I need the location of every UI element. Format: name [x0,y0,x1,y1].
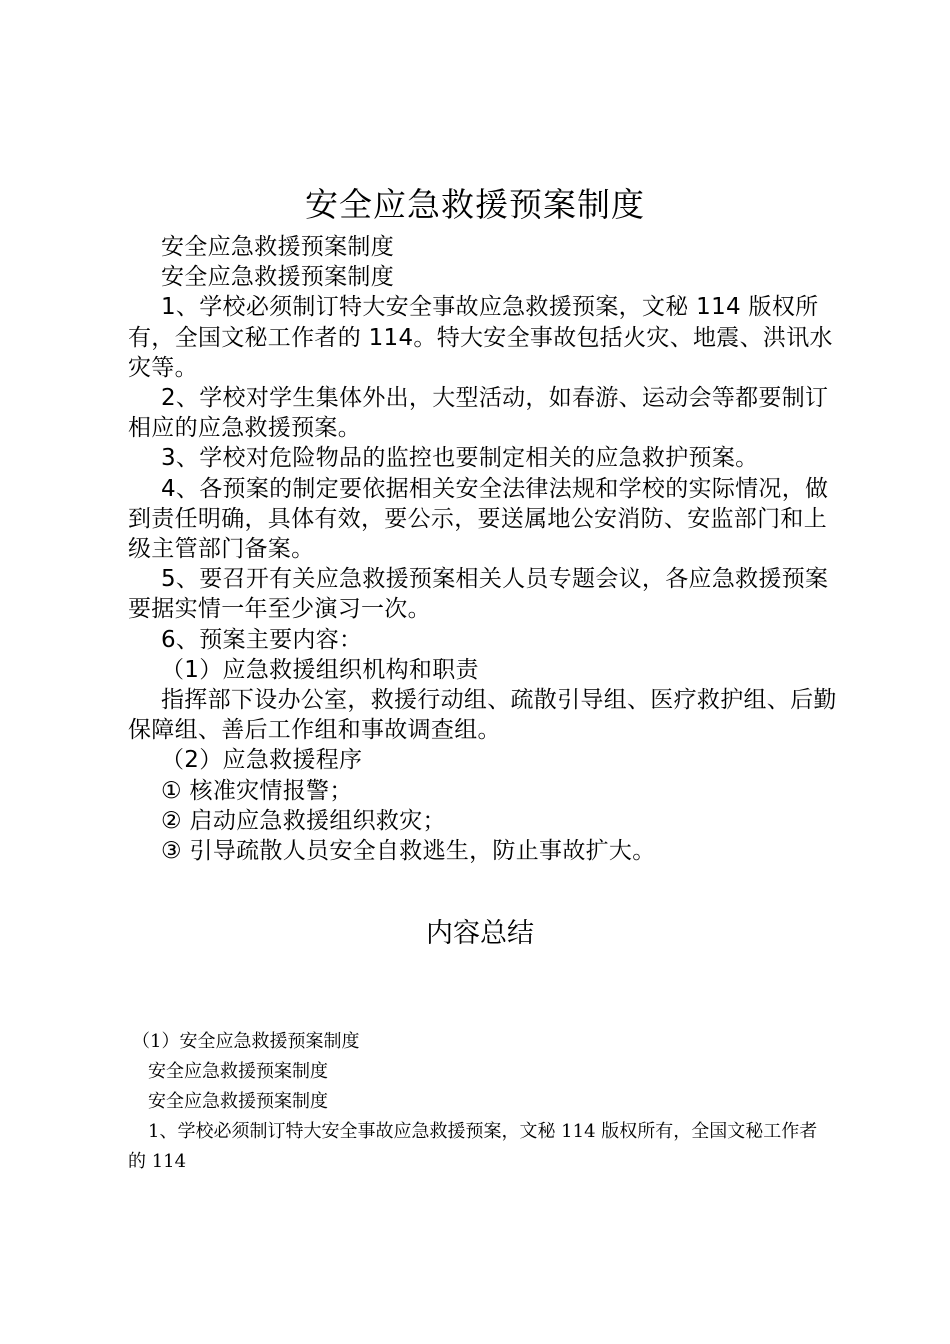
paragraph-item-4: 4、各预案的制定要依据相关安全法律法规和学校的实际情况，做到责任明确，具体有效，要公示，要送属地公安消防、安监部门和上级主管部门备案。 [128,475,829,563]
subsection-heading-1: （1）应急救援组织机构和职责 [161,656,479,683]
document-body [128,232,838,866]
paragraph-item-1: 1、学校必须制订特大安全事故应急救援预案，文秘 114 版权所有，全国文秘工作者的 114。特大安全事故包括火灾、地震、洪讯水灾等。 [128,294,833,381]
summary-heading: 内容总结 [426,918,534,949]
paragraph-organization: 指挥部下设办公室，救援行动组、疏散引导组、医疗救护组、后勤保障组、善后工作组和事故调查组。 [128,687,837,744]
procedure-step-2: ② 启动应急救援组织救灾； [161,807,446,834]
procedure-step-3: ③ 引导疏散人员安全自救逃生，防止事故扩大。 [161,838,656,865]
paragraph-item-3: 3、学校对危险物品的监控也要制定相关的应急救护预案。 [161,445,759,472]
procedure-step-1: ① 核准灾情报警； [161,777,353,804]
subtitle-line: 安全应急救援预案制度 [161,264,394,291]
paragraph-item-2: 2、学校对学生集体外出，大型活动，如春游、运动会等都要制订相应的应急救援预案。 [128,385,829,442]
document-title: 安全应急救援预案制度 [305,185,645,224]
subtitle-line: 安全应急救援预案制度 [161,234,394,260]
paragraph-item-5: 5、要召开有关应急救援预案相关人员专题会议，各应急救援预案要据实情一年至少演习一次。 [128,566,829,623]
summary-line: 安全应急救援预案制度 [148,1091,328,1112]
summary-body [128,1027,828,1177]
summary-line: 安全应急救援预案制度 [148,1061,328,1082]
subsection-heading-2: （2）应急救援程序 [161,747,363,774]
summary-line: 1、学校必须制订特大安全事故应急救援预案，文秘 114 版权所有，全国文秘工作者的 114 [128,1121,818,1172]
paragraph-item-6: 6、预案主要内容： [161,626,363,653]
summary-line: （1）安全应急救援预案制度 [132,1031,360,1052]
